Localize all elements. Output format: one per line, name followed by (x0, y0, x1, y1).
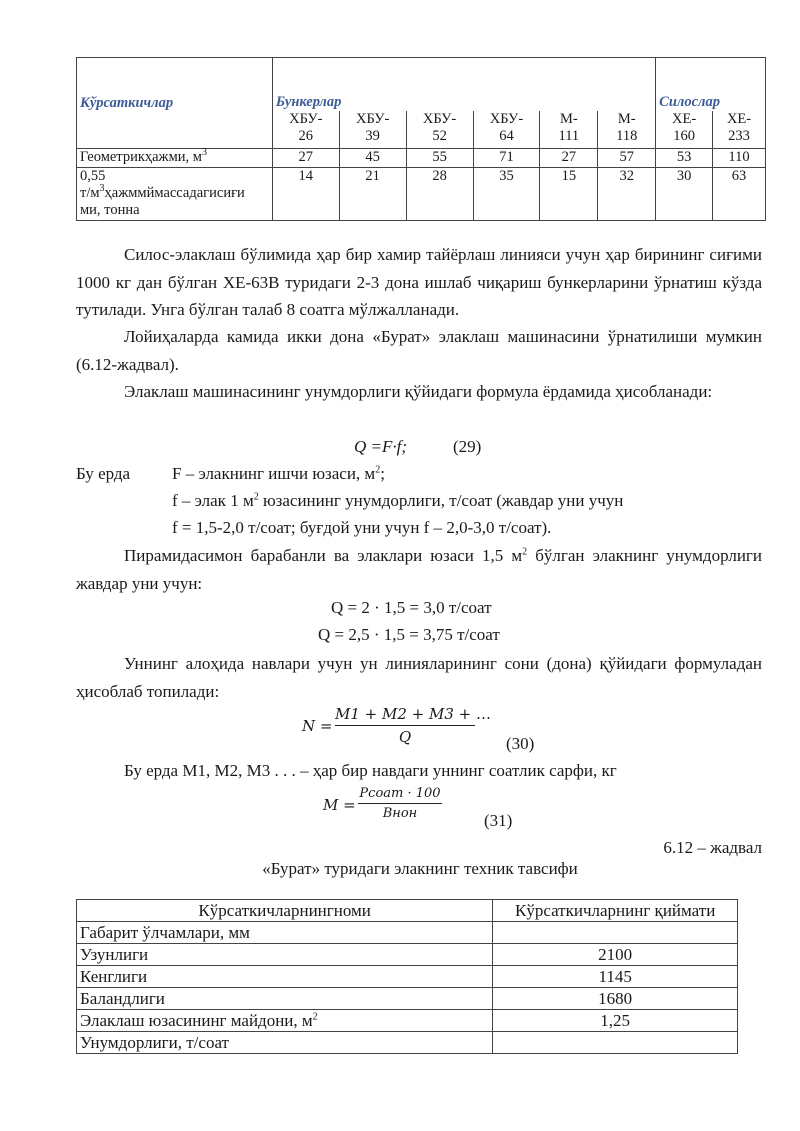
capacity-value-cell: 28 (406, 168, 473, 221)
paragraph-productivity-formula: Элаклаш машинасининг унумдорлиги қўйидаги формула ёрдамида ҳисобланади: (124, 382, 713, 401)
spec-value-cell (493, 922, 738, 944)
subheader-cell: ХБУ- 26 (272, 111, 339, 149)
formula-30-lhs: N = (302, 717, 333, 735)
spec-name-cell (77, 1010, 493, 1032)
table-row (77, 1010, 738, 1032)
table-row (77, 922, 738, 944)
volume-value-cell: 45 (339, 149, 406, 168)
table-title-caption: «Бурат» туридаги элакнинг техник тавсифи (262, 859, 578, 878)
subheader-cell: М- 111 (540, 111, 598, 149)
spec-name-text: Габарит ўлчамлари, мм (80, 923, 250, 942)
spec-name-text: Кенглиги (80, 967, 148, 986)
formula-31-denominator: Внон (382, 806, 418, 821)
table-number-caption: 6.12 – жадвал (663, 838, 762, 857)
spec-name-superscript: 2 (312, 1011, 318, 1023)
capacity-value-cell: 14 (272, 168, 339, 221)
group-header-silos: Силослар (656, 58, 766, 111)
volume-value-cell: 71 (473, 149, 540, 168)
where-label: Бу ерда (76, 464, 131, 483)
formula-30-number: (30) (506, 734, 535, 753)
col-header-value: Кўрсаткичларнинг қиймати (493, 900, 738, 922)
formula-30-denominator: Q (398, 728, 412, 746)
col-header-indicators: Кўрсаткичлар (77, 58, 273, 149)
burat-specs-table (76, 899, 738, 1054)
spec-name-text: Унумдорлиги, т/соат (80, 1033, 229, 1052)
spec-name-cell (77, 966, 493, 988)
spec-value-cell (493, 1032, 738, 1054)
subheader-cell: ХЕ- 160 (656, 111, 713, 149)
table-row (77, 1032, 738, 1054)
capacity-value-cell: 35 (473, 168, 540, 221)
subheader-cell: ХБУ- 52 (406, 111, 473, 149)
table-row (77, 988, 738, 1010)
formula-31-fraction (358, 786, 442, 821)
subheader-cell: ХБУ- 39 (339, 111, 406, 149)
spec-value-cell: 1145 (493, 966, 738, 988)
spec-name-cell (77, 988, 493, 1010)
formula-29: Q =F·f; (354, 437, 408, 456)
paragraph-burat-machines: Лойиҳаларда камида икки дона «Бурат» элаклаш машинасини ўрнатилиши мумкин (6.12-жадвал). (76, 327, 762, 374)
volume-value-cell: 27 (540, 149, 598, 168)
formula-29-number: (29) (453, 437, 482, 456)
capacity-value-cell: 63 (713, 168, 766, 221)
formula-31-numerator: Pсоат · 100 (359, 786, 441, 801)
spec-value-cell: 1680 (493, 988, 738, 1010)
formula-30-numerator: M1 + M2 + M3 + … (335, 705, 492, 723)
col-header-name: Кўрсаткичларнингноми (77, 900, 493, 922)
capacity-value-cell: 32 (598, 168, 656, 221)
spec-name-cell (77, 922, 493, 944)
volume-value-cell: 57 (598, 149, 656, 168)
table-row (77, 966, 738, 988)
spec-value-cell: 1,25 (493, 1010, 738, 1032)
spec-name-text: Баландлиги (80, 989, 165, 1008)
where-m-definition: Бу ерда М1, М2, М3 . . . – ҳар бир навдаги уннинг соатлик сарфи, кг (124, 761, 617, 780)
bunker-silo-table (76, 57, 766, 221)
where-f-definition: F – элакнинг ишчи юзаси, $м^2$; (172, 464, 385, 483)
spec-name-text: Элаклаш юзасининг майдони, м (80, 1011, 313, 1030)
calculation-2: Q = 2,5 · 1,5 = 3,75 т/соат (318, 625, 500, 644)
volume-value-cell: 53 (656, 149, 713, 168)
spec-name-cell (77, 1032, 493, 1054)
subheader-cell: М- 118 (598, 111, 656, 149)
volume-value-cell: 27 (272, 149, 339, 168)
subheader-cell: ХБУ- 64 (473, 111, 540, 149)
where-lowercase-f-definition: f – элак 1 $м^2$ юзасининг унумдорлиги, т/соат (жавдар уни учун (172, 491, 624, 510)
capacity-value-cell: 15 (540, 168, 598, 221)
formula-31-number: (31) (484, 811, 513, 830)
where-lowercase-f-values: f = 1,5-2,0 т/соат; буғдой уни учун f – 2,0-3,0 т/соат). (172, 518, 552, 537)
paragraph-pyramid-drum: Пирамидасимон барабанли ва элаклари юзаси 1,5 $м^2$ бўлган элакнинг унумдорлиги жавдар уни учун: (76, 546, 763, 593)
paragraph-flour-lines: Уннинг алоҳида навлари учун ун линияларининг сони (дона) қўйидаги формуладан ҳисоблаб топилади: (76, 654, 762, 701)
subheader-cell: ХЕ- 233 (713, 111, 766, 149)
formula-31-lhs: M = (323, 796, 356, 814)
spec-name-text: Узунлиги (80, 945, 149, 964)
row-label-volume: Геометрикҳажми, $м^3$ (77, 149, 273, 168)
spec-name-cell (77, 944, 493, 966)
formula-30-fraction (335, 705, 492, 746)
capacity-value-cell: 21 (339, 168, 406, 221)
row-label-capacity: 0,55 $т/м^3ҳажммймассадагисиғи$ ми, тонна (77, 168, 273, 221)
capacity-value-cell: 30 (656, 168, 713, 221)
spec-value-cell: 2100 (493, 944, 738, 966)
volume-value-cell: 110 (713, 149, 766, 168)
table-row (77, 944, 738, 966)
volume-value-cell: 55 (406, 149, 473, 168)
group-header-bunkers: Бункерлар (272, 58, 655, 111)
paragraph-silo-section: Силос-элаклаш бўлимида ҳар бир хамир тайёрлаш линияси учун ҳар бирининг сиғими 1000 кг дан бўлган ХЕ-63В туридаги 2-3 дона ишлаб чиқариш бункерларини ўрнатиш кўзда тутилади. Унга бўлган талаб 8 соатга мўлжалланади. (76, 245, 762, 319)
calculation-1: Q = 2 · 1,5 = 3,0 т/соат (331, 598, 492, 617)
